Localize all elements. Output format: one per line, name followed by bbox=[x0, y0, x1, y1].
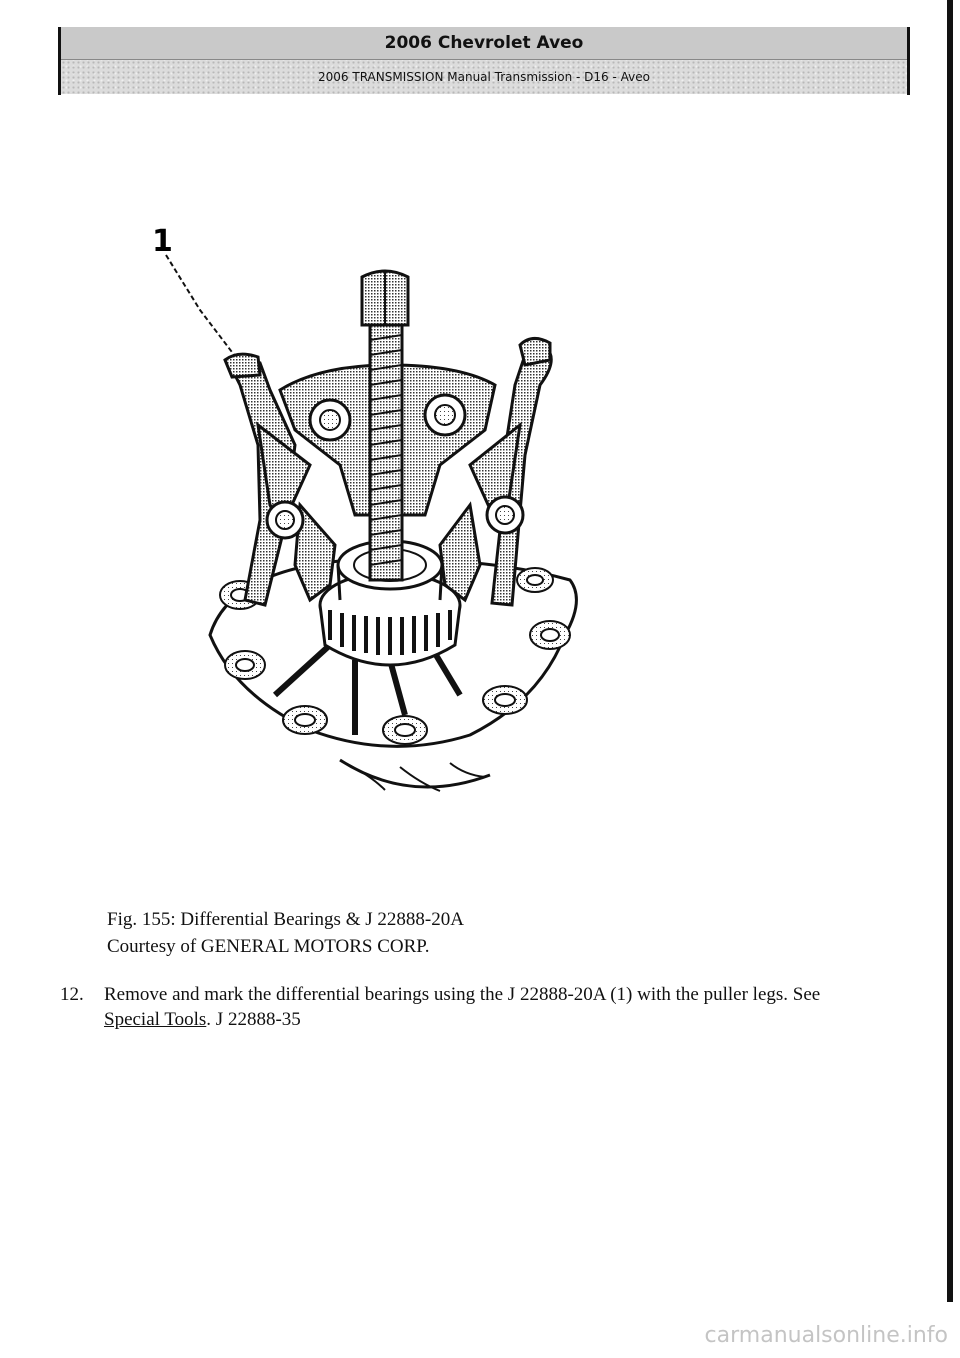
callout-label: 1 bbox=[152, 224, 173, 259]
special-tools-link[interactable]: Special Tools bbox=[104, 1009, 207, 1030]
right-margin-rule bbox=[947, 0, 953, 1302]
caption-line-1: Fig. 155: Differential Bearings & J 22888-20A bbox=[107, 909, 464, 930]
page-header bbox=[58, 27, 910, 95]
forcing-screw bbox=[362, 270, 408, 580]
differential-puller-illustration bbox=[140, 215, 620, 825]
header-subtitle: 2006 TRANSMISSION Manual Transmission - D16 - Aveo bbox=[61, 60, 907, 94]
step-text-before: Remove and mark the differential bearings using the J 22888-20A (1) with the puller legs. See bbox=[104, 984, 821, 1005]
step-number: 12. bbox=[60, 984, 84, 1005]
caption-line-2: Courtesy of GENERAL MOTORS CORP. bbox=[107, 936, 430, 957]
header-title: 2006 Chevrolet Aveo bbox=[61, 27, 907, 60]
procedure-step bbox=[60, 982, 860, 1032]
step-text bbox=[104, 982, 860, 1032]
figure-caption bbox=[107, 906, 464, 960]
callout-leader-line bbox=[166, 255, 238, 360]
step-text-after: . J 22888-35 bbox=[206, 1009, 301, 1030]
watermark: carmanualsonline.info bbox=[704, 1323, 948, 1348]
